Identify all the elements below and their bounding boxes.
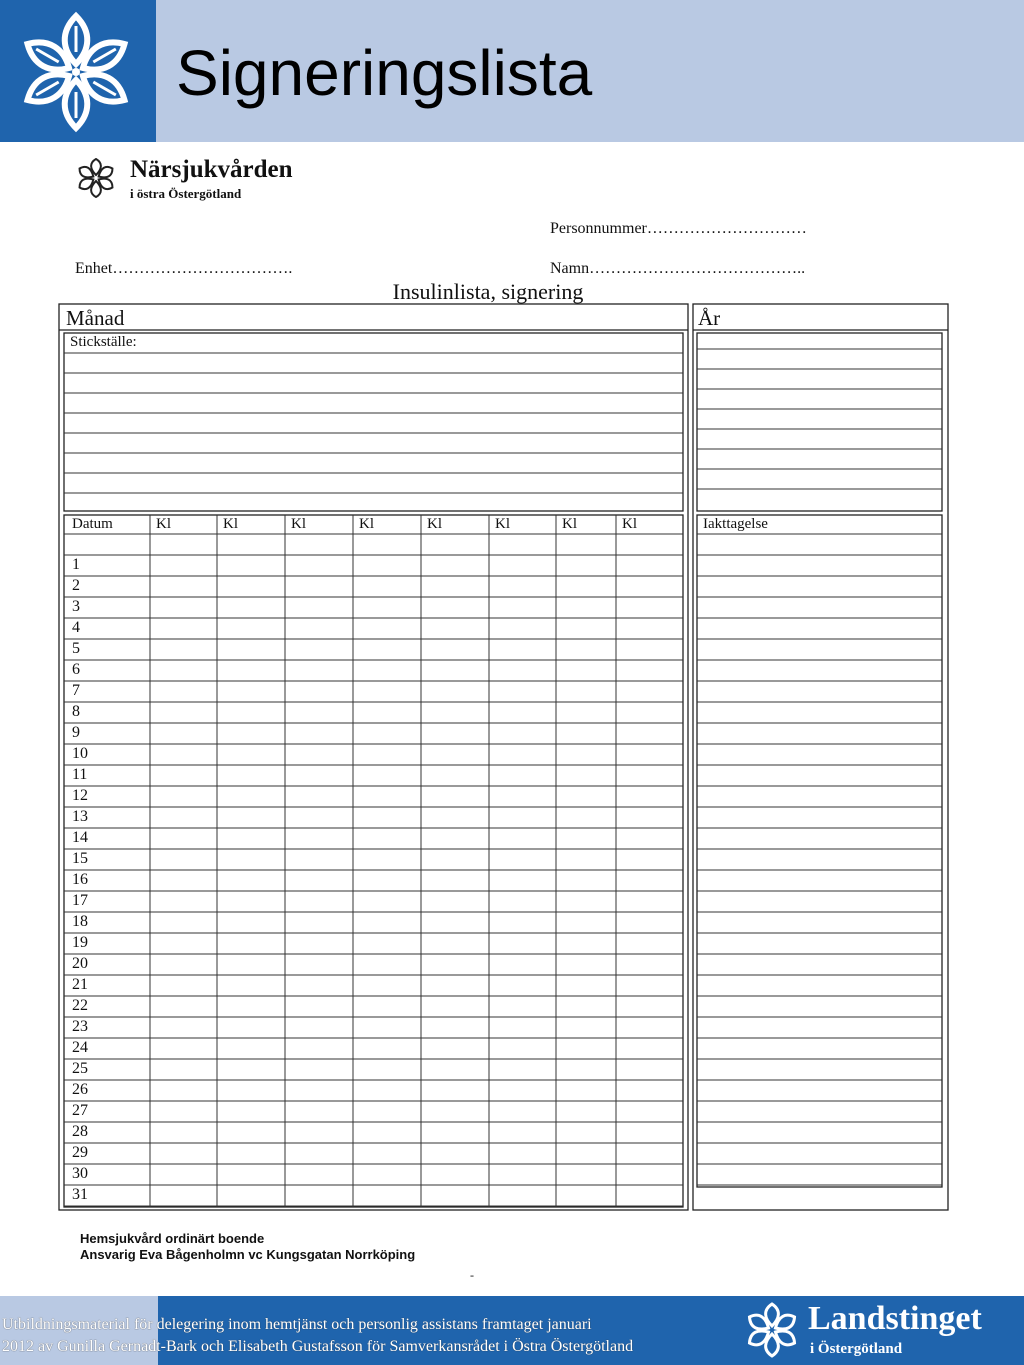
day-number: 30	[72, 1165, 88, 1182]
day-number: 23	[72, 1018, 88, 1035]
footer-brand-sub: i Östergötland	[810, 1341, 903, 1357]
day-number: 13	[72, 808, 88, 825]
day-number: 27	[72, 1102, 88, 1119]
day-number: 7	[72, 682, 80, 699]
day-number: 10	[72, 745, 88, 762]
snowflake-flower-icon	[742, 1300, 802, 1360]
day-number: 2	[72, 577, 80, 594]
form-title: Insulinlista, signering	[392, 279, 584, 304]
kl-column-header: Kl	[495, 516, 510, 532]
day-number: 15	[72, 850, 88, 867]
day-number: 1	[72, 556, 80, 573]
footer-brand: Landstinget	[808, 1300, 982, 1337]
day-number: 21	[72, 976, 88, 993]
footer-line-2: 2012 av Gunilla Gernadt-Bark och Elisabeth Gustafsson för Samverkansrådet i Östra Östergötland	[2, 1338, 634, 1355]
org-subtitle: i östra Östergötland	[130, 186, 242, 201]
kl-column-header: Kl	[223, 516, 238, 532]
day-number: 19	[72, 934, 88, 951]
day-number: 6	[72, 661, 80, 678]
day-number: 31	[72, 1186, 88, 1203]
manad-label: Månad	[66, 306, 125, 330]
enhet-field[interactable]: Enhet…………………………….	[75, 260, 293, 277]
day-number: 12	[72, 787, 88, 804]
day-number: 8	[72, 703, 80, 720]
kl-column-header: Kl	[562, 516, 577, 532]
day-number: 4	[72, 619, 80, 636]
day-number: 17	[72, 892, 88, 909]
footer-credit	[2, 1314, 633, 1358]
iakttagelse-label: Iakttagelse	[703, 516, 768, 532]
footer-line-1: Utbildningsmaterial för delegering inom hemtjänst och personlig assistans framtaget januari	[2, 1316, 592, 1333]
day-number: 25	[72, 1060, 88, 1077]
page-title: Signeringslista	[176, 37, 593, 109]
day-number: 18	[72, 913, 88, 930]
kl-column-header: Kl	[427, 516, 442, 532]
day-number: 9	[72, 724, 80, 741]
day-number: 14	[72, 829, 88, 846]
day-number: 22	[72, 997, 88, 1014]
day-number: 29	[72, 1144, 88, 1161]
org-name: Närsjukvården	[130, 156, 293, 183]
note-line-1: Hemsjukvård ordinärt boende	[80, 1231, 265, 1246]
form-notes	[80, 1231, 415, 1263]
stray-mark: -	[470, 1268, 474, 1282]
namn-field[interactable]: Namn…………………………………..	[550, 260, 806, 277]
ar-label: År	[698, 306, 721, 330]
day-number: 5	[72, 640, 80, 657]
day-number: 28	[72, 1123, 88, 1140]
day-number: 20	[72, 955, 88, 972]
day-number: 26	[72, 1081, 88, 1098]
day-number: 24	[72, 1039, 88, 1056]
day-number: 11	[72, 766, 88, 783]
note-line-2: Ansvarig Eva Bågenholmn vc Kungsgatan Norrköping	[80, 1247, 416, 1262]
stickstalle-label: Stickställe:	[70, 334, 137, 350]
day-number: 16	[72, 871, 88, 888]
datum-label: Datum	[72, 516, 113, 532]
kl-column-header: Kl	[156, 516, 171, 532]
kl-column-header: Kl	[622, 516, 637, 532]
kl-column-header: Kl	[359, 516, 374, 532]
kl-column-header: Kl	[291, 516, 306, 532]
personnummer-field[interactable]: Personnummer…………………………	[550, 220, 807, 237]
day-number: 3	[72, 598, 80, 615]
